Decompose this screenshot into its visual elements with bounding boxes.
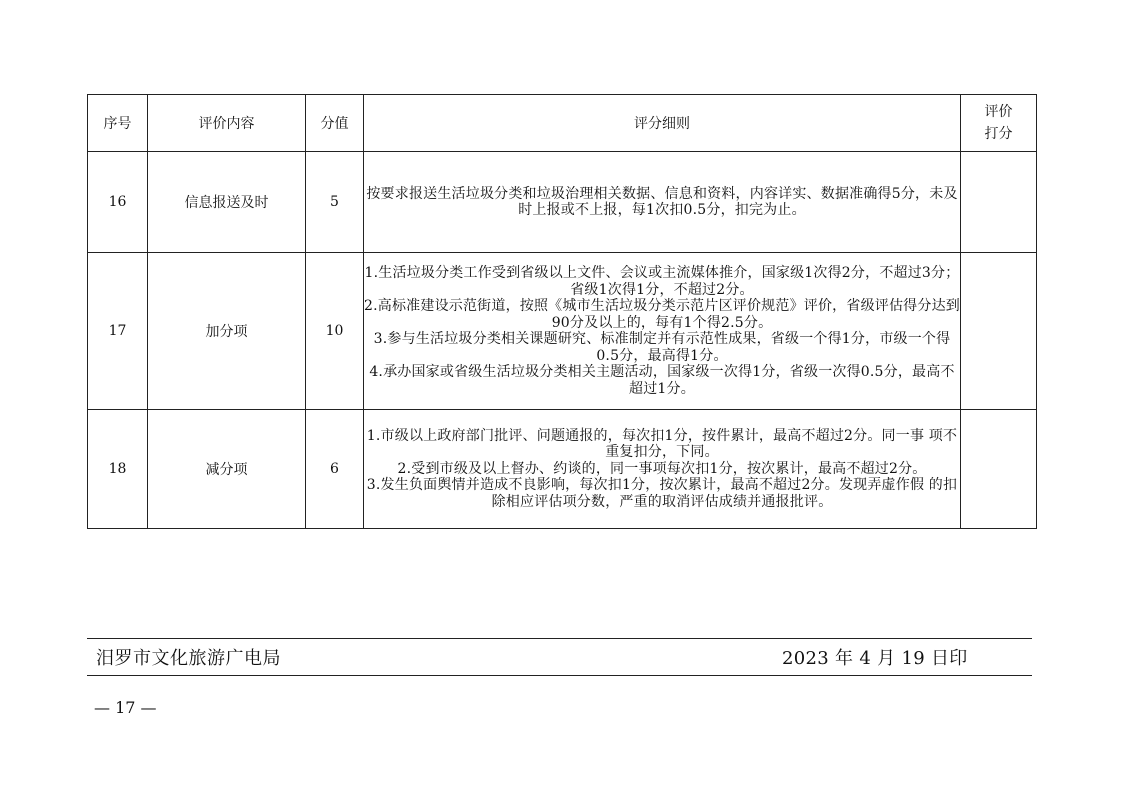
rule-line: 1.市级以上政府部门批评、问题通报的，每次扣1分，按件累计，最高不超过2分。同一事 项不重复扣分，下同。	[366, 427, 958, 461]
table-row	[88, 253, 1037, 410]
rule-line: 2.高标准建设示范街道，按照《城市生活垃圾分类示范片区评价规范》评价，省级评估得分达到90分及以上的，每有1个得2.5分。	[364, 298, 960, 331]
cell-evaluation-score	[961, 152, 1037, 253]
cell-serial-number: 18	[88, 410, 148, 529]
table-row	[88, 152, 1037, 253]
cell-serial-number: 16	[88, 152, 148, 253]
rule-line: 按要求报送生活垃圾分类和垃圾治理相关数据、信息和资料，内容详实、数据准确得5分，未及时上报或不上报，每1次扣0.5分，扣完为止。	[366, 185, 958, 218]
cell-evaluation-content: 减分项	[148, 410, 306, 529]
page-number: — 17 —	[94, 698, 157, 717]
evaluation-table	[87, 94, 1037, 529]
cell-score-value: 5	[306, 152, 364, 253]
rule-line: 3.参与生活垃圾分类相关课题研究、标准制定并有示范性成果，省级一个得1分，市级一个得0.5分，最高得1分。	[373, 331, 951, 364]
rule-line: 3.发生负面舆情并造成不良影响，每次扣1分，按次累计，最高不超过2分。发现弄虚作假 的扣除相应评估项分数，严重的取消评估成绩并通报批评。	[366, 477, 958, 510]
footer-divider-bottom	[87, 675, 1032, 676]
rule-line: 1.生活垃圾分类工作受到省级以上文件、会议或主流媒体推介，国家级1次得2分，不超过3分；省级1次得1分，不超过2分。	[364, 265, 960, 298]
cell-evaluation-score	[961, 410, 1037, 529]
cell-scoring-rules	[364, 410, 961, 529]
cell-score-value: 6	[306, 410, 364, 529]
header-score-value: 分值	[306, 95, 364, 152]
print-date: 2023 年 4 月 19 日印	[782, 648, 968, 669]
header-serial-number: 序号	[88, 95, 148, 152]
cell-evaluation-content: 信息报送及时	[148, 152, 306, 253]
header-eval-line2: 打分	[984, 126, 1013, 142]
cell-evaluation-content: 加分项	[148, 253, 306, 410]
header-scoring-rules: 评分细则	[364, 95, 961, 152]
footer-divider-top	[87, 638, 1032, 639]
table-header-row	[88, 95, 1037, 152]
cell-evaluation-score	[961, 253, 1037, 410]
header-evaluation-content: 评价内容	[148, 95, 306, 152]
rule-line: 4.承办国家或省级生活垃圾分类相关主题活动，国家级一次得1分，省级一次得0.5分，最高不超过1分。	[369, 364, 955, 397]
rule-line: 2.受到市级及以上督办、约谈的，同一事项每次扣1分，按次累计，最高不超过2分。	[397, 460, 927, 477]
cell-scoring-rules	[364, 152, 961, 253]
issuing-office: 汨罗市文化旅游广电局	[96, 648, 281, 669]
table-row	[88, 410, 1037, 529]
cell-scoring-rules	[364, 253, 961, 410]
header-evaluation-score	[961, 95, 1037, 152]
cell-serial-number: 17	[88, 253, 148, 410]
header-eval-line1: 评价	[984, 104, 1013, 120]
cell-score-value: 10	[306, 253, 364, 410]
